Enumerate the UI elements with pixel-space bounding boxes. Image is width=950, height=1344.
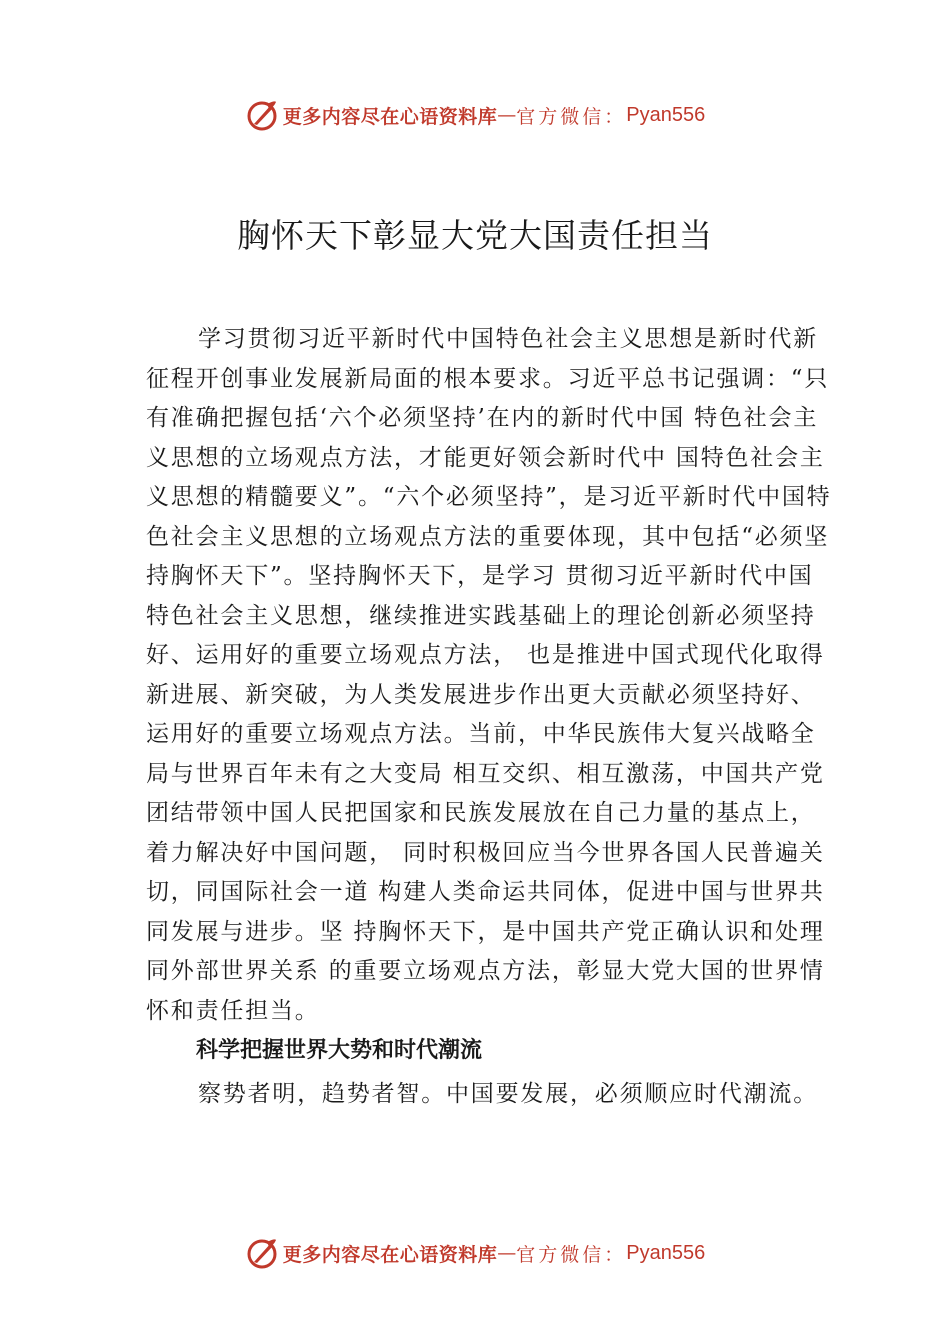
watermark-id: Pyan556 — [626, 1241, 706, 1264]
watermark-separator: — — [497, 104, 517, 126]
header-watermark — [0, 95, 950, 135]
watermark-main-text: 更多内容尽在心语资料库 — [282, 1243, 498, 1266]
footer-watermark — [0, 1233, 950, 1273]
watermark-separator: — — [497, 1242, 517, 1264]
paragraph-intro: 学习贯彻习近平新时代中国特色社会主义思想是新时代新征程开创事业发展新局面的根本要求。习近平总书记强调：“只有准确把握包括‘六个必须坚持’在内的新时代中国 特色社会主义思想的立场观点方法，才能更好领会新时代中 国特色社会主义思想的精髓要义”。“六个必须坚持”，是习近平新时代中国特色社会主义思想的立场观点方法的重要体现，其中包括“必须坚持胸怀天下”。坚持胸怀天下，是学习 贯彻习近平新时代中国特色社会主义思想，继续推进实践基础上的理论创新必须坚持好、运用好的重要立场观点方法， 也是推进中国式现代化取得新进展、新突破，为人类发展进步作出更大贡献必须坚持好、运用好的重要立场观点方法。当前，中华民族伟大复兴战略全局与世界百年未有之大变局 相互交织、相互激荡，中国共产党团结带领中国人民把国家和民族发展放在自己力量的基点上，着力解决好中国问题， 同时积极回应当今世界各国人民普遍关切，同国际社会一道 构建人类命运共同体，促进中国与世界共同发展与进步。坚 持胸怀天下，是中国共产党正确认识和处理同外部世界关系 的重要立场观点方法，彰显大党大国的世界情怀和责任担当。 — [146, 326, 832, 1024]
section-heading: 科学把握世界大势和时代潮流 — [196, 1038, 483, 1063]
watermark-main-text: 更多内容尽在心语资料库 — [282, 105, 498, 128]
paragraph-section: 察势者明，趋势者智。中国要发展，必须顺应时代潮流。 — [198, 1081, 818, 1107]
quill-logo-icon — [245, 98, 279, 132]
document-title: 胸怀天下彰显大党大国责任担当 — [237, 216, 713, 255]
quill-logo-icon — [245, 1236, 279, 1270]
watermark-id: Pyan556 — [626, 103, 706, 126]
watermark-weixin-label: 官方微信： — [516, 1243, 627, 1266]
watermark-weixin-label: 官方微信： — [516, 105, 627, 128]
